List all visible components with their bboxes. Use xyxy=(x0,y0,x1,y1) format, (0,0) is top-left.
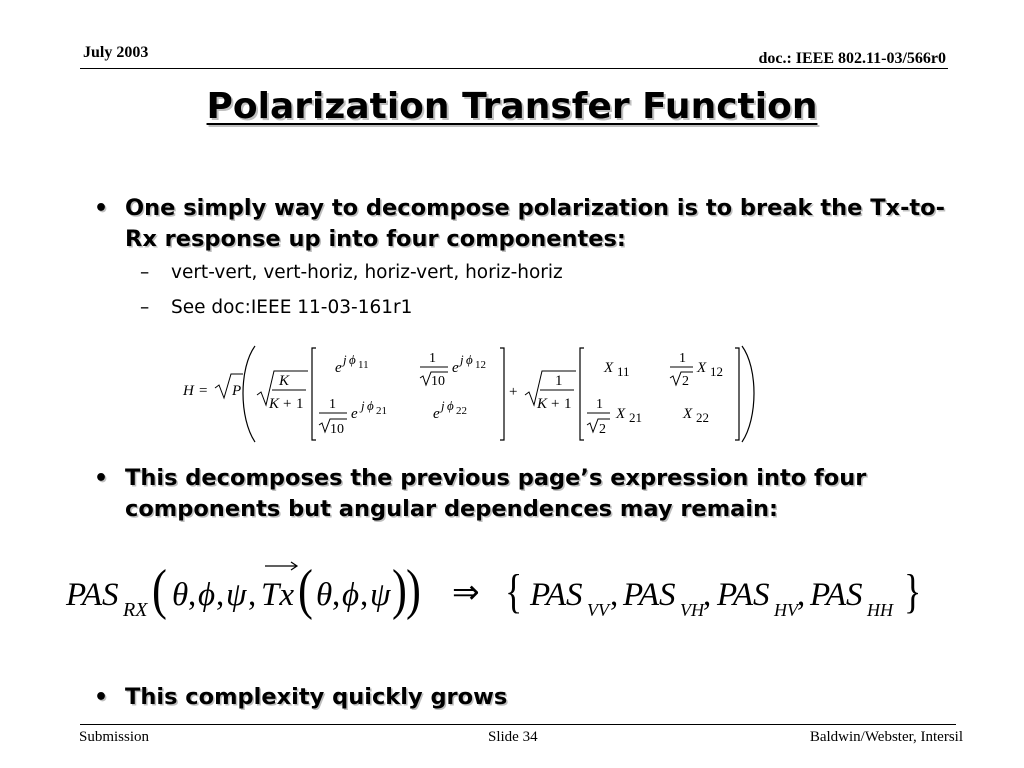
sub-bullet-text-1: vert-vert, vert-horiz, horiz-vert, horiz-horiz xyxy=(171,262,563,283)
paren-close: ) xyxy=(406,558,421,621)
sub-bullet-dash: – xyxy=(140,262,150,283)
eq-j: j xyxy=(441,398,445,413)
eq-phi: ϕ xyxy=(367,398,374,413)
eq-j: j xyxy=(460,352,464,367)
eq-phi: ϕ xyxy=(342,577,360,613)
eq-theta: θ xyxy=(316,577,333,613)
eq-H: H xyxy=(183,383,194,399)
eq-plus: + xyxy=(283,396,292,412)
eq-implies: ⇒ xyxy=(452,575,480,611)
eq-index-22: 22 xyxy=(696,410,709,425)
eq-two: 2 xyxy=(599,422,606,437)
eq-comma: , xyxy=(248,577,257,613)
footer-submission: Submission xyxy=(79,729,150,745)
eq-plus: + xyxy=(551,396,560,412)
paren-open: ( xyxy=(152,558,167,621)
eq-PAS: PAS xyxy=(717,577,770,613)
eq-psi: ψ xyxy=(226,577,247,613)
bullet-text-3: This complexity quickly grows xyxy=(125,684,508,710)
eq-one: 1 xyxy=(555,373,563,389)
bracket-left xyxy=(312,348,316,440)
eq-j: j xyxy=(343,352,347,367)
eq-Tx: Tx xyxy=(261,577,294,613)
eq-two: 2 xyxy=(682,374,689,389)
eq-ten: 10 xyxy=(330,422,344,437)
eq-PAS: PAS xyxy=(530,577,583,613)
eq-comma: , xyxy=(332,577,341,613)
header-rule xyxy=(80,68,948,69)
eq-index-12: 12 xyxy=(710,364,723,379)
footer-slide-number: Slide 34 xyxy=(488,729,538,745)
eq-X: X xyxy=(604,360,614,376)
eq-comma: , xyxy=(797,577,806,613)
bullet-text-2: This decomposes the previous page’s expression into four components but angular dependences may remain: xyxy=(125,465,867,522)
eq-sub-HV: HV xyxy=(774,600,798,620)
footer-rule xyxy=(80,724,956,725)
paren-close: ) xyxy=(392,558,407,621)
eq-comma: , xyxy=(703,577,712,613)
bullet-marker: • xyxy=(94,685,109,710)
eq-index-22: 22 xyxy=(456,405,467,417)
eq-equals: = xyxy=(199,383,208,399)
eq-sub-RX: RX xyxy=(123,599,148,621)
vector-arrow xyxy=(265,562,297,570)
eq-comma: , xyxy=(216,577,225,613)
eq-index-21: 21 xyxy=(376,405,387,417)
sub-bullet-text-2: See doc:IEEE 11-03-161r1 xyxy=(171,297,413,318)
eq-comma: , xyxy=(188,577,197,613)
eq-phi: ϕ xyxy=(466,352,473,367)
bullet-marker: • xyxy=(94,466,109,491)
pas-decomposition-equation xyxy=(60,555,950,635)
eq-PAS: PAS xyxy=(66,577,119,613)
brace-close: } xyxy=(904,565,922,619)
header-doc-id: doc.: IEEE 802.11-03/566r0 xyxy=(758,50,946,67)
bracket-left xyxy=(580,348,584,440)
eq-e: e xyxy=(433,406,440,422)
bracket-right xyxy=(735,348,739,440)
eq-e: e xyxy=(351,406,358,422)
eq-index-12: 12 xyxy=(475,359,486,371)
eq-X: X xyxy=(697,360,707,376)
eq-K: K xyxy=(269,396,280,412)
slide-title: Polarization Transfer Function xyxy=(206,86,818,127)
eq-X: X xyxy=(683,406,693,422)
eq-sub-HH: HH xyxy=(867,600,893,620)
eq-sub-VH: VH xyxy=(680,600,704,620)
bullet-text-1: One simply way to decompose polarization is to break the Tx-to-Rx response up into four componentes: xyxy=(125,195,945,252)
eq-X: X xyxy=(616,406,626,422)
eq-PAS: PAS xyxy=(623,577,676,613)
eq-K: K xyxy=(279,373,290,389)
footer-authors: Baldwin/Webster, Intersil xyxy=(809,729,963,745)
eq-ten: 10 xyxy=(431,374,445,389)
eq-phi: ϕ xyxy=(447,398,454,413)
paren-right xyxy=(742,346,754,442)
eq-K: K xyxy=(537,396,548,412)
eq-one: 1 xyxy=(564,396,572,412)
eq-e: e xyxy=(335,360,342,376)
eq-PAS: PAS xyxy=(810,577,863,613)
sub-bullet-dash: – xyxy=(140,297,150,318)
header-date: July 2003 xyxy=(83,44,149,61)
eq-j: j xyxy=(361,398,365,413)
eq-comma: , xyxy=(610,577,619,613)
brace-open: { xyxy=(505,565,523,619)
eq-one: 1 xyxy=(429,351,436,366)
eq-phi: ϕ xyxy=(198,577,216,613)
eq-one: 1 xyxy=(329,397,336,412)
eq-one: 1 xyxy=(296,396,304,412)
eq-one: 1 xyxy=(679,351,686,366)
eq-e: e xyxy=(452,360,459,376)
paren-left xyxy=(243,346,255,442)
eq-sub-VV: VV xyxy=(587,600,609,620)
eq-index-11: 11 xyxy=(358,359,369,371)
eq-phi: ϕ xyxy=(349,352,356,367)
eq-comma: , xyxy=(360,577,369,613)
eq-P: P xyxy=(232,383,242,399)
eq-plus: + xyxy=(509,384,518,400)
bullet-marker: • xyxy=(94,196,109,221)
bracket-right xyxy=(500,348,504,440)
paren-open: ( xyxy=(298,558,313,621)
eq-index-11: 11 xyxy=(617,364,630,379)
eq-psi: ψ xyxy=(370,577,391,613)
polarization-matrix-equation xyxy=(175,338,760,448)
eq-theta: θ xyxy=(172,577,189,613)
eq-one: 1 xyxy=(596,397,603,412)
eq-index-21: 21 xyxy=(629,410,642,425)
